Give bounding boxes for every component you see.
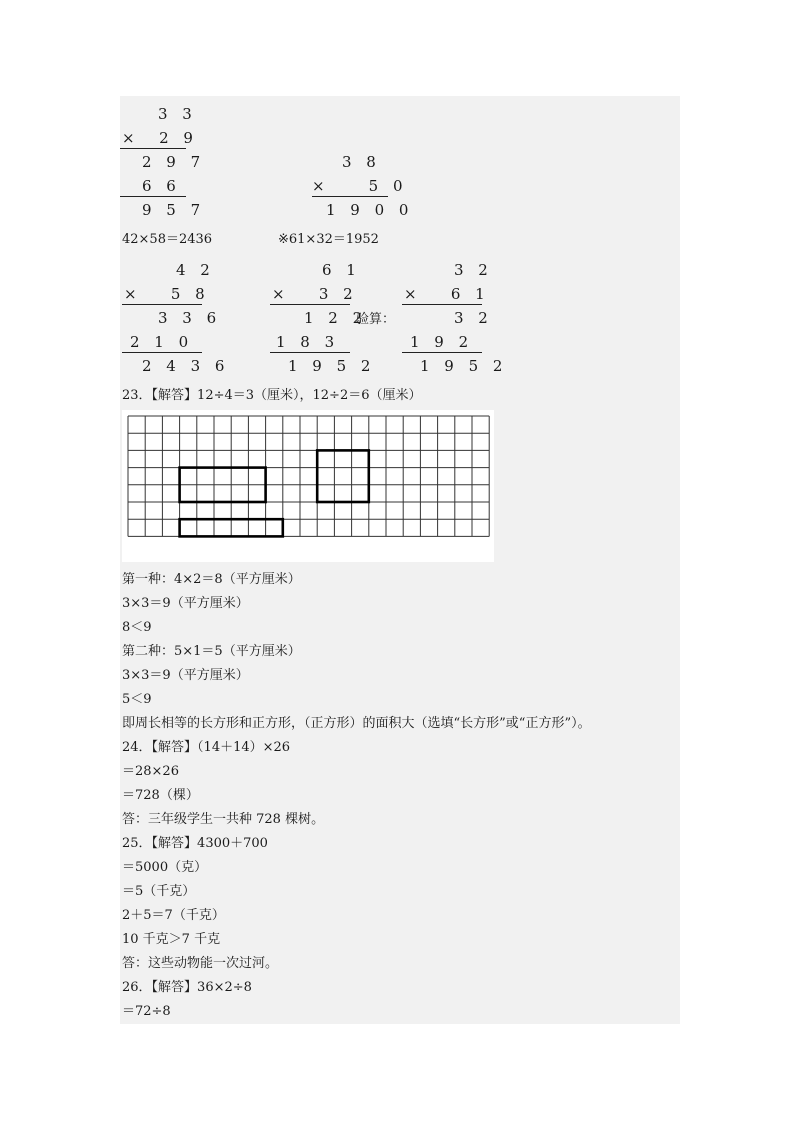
calc-result: 1 9 5 2 [420, 357, 508, 375]
text-line: 3×3＝9（平方厘米） [122, 668, 249, 683]
grid-svg [122, 410, 494, 562]
calc-multiplier: × 6 1 [404, 285, 490, 303]
calc-partial-1: 3 2 [454, 309, 493, 327]
check-label: 验算： [356, 312, 396, 327]
square-grid-figure [122, 410, 494, 562]
calc-result: 9 5 7 [142, 201, 206, 219]
answer-23-header: 23．【解答】12÷4＝3（厘米），12÷2＝6（厘米） [122, 388, 422, 403]
answer-25-conclusion: 答：这些动物能一次过河。 [122, 956, 279, 971]
text-line: ＝72÷8 [122, 1004, 171, 1019]
text-line: ＝5（千克） [122, 884, 196, 899]
calc-rule [402, 352, 482, 353]
header-equation-right: ※61×32＝1952 [278, 232, 379, 247]
calc-partial-1: 3 3 6 [158, 309, 222, 327]
conclusion-23: 即周长相等的长方形和正方形，（正方形）的面积大（选填“长方形”或“正方形”）。 [122, 716, 591, 731]
calc-partial-2: 1 8 3 [276, 333, 340, 351]
text-line: ＝728（棵） [122, 788, 199, 803]
calc-result: 2 4 3 6 [142, 357, 230, 375]
calc-result: 1 9 0 0 [326, 201, 414, 219]
text-line: 10 千克＞7 千克 [122, 932, 221, 947]
calc-rule [270, 352, 350, 353]
calc-multiplier: × 3 2 [272, 285, 358, 303]
calc-multiplier: × 5 8 [124, 285, 210, 303]
answer-25-header: 25．【解答】4300＋700 [122, 836, 268, 851]
text-line: 第二种：5×1＝5（平方厘米） [122, 644, 301, 659]
calc-result: 1 9 5 2 [288, 357, 376, 375]
calc-multiplier: × 2 9 [122, 129, 198, 147]
calc-rule [270, 304, 350, 305]
calc-multiplicand: 6 1 [322, 261, 361, 279]
text-line: ＝5000（克） [122, 860, 208, 875]
text-line: 8＜9 [122, 620, 152, 635]
calc-multiplicand: 4 2 [176, 261, 215, 279]
answer-24-conclusion: 答：三年级学生一共种 728 棵树。 [122, 812, 325, 827]
calc-multiplicand: 3 2 [454, 261, 493, 279]
calc-partial-2: 2 1 0 [130, 333, 194, 351]
header-equation-left: 42×58＝2436 [122, 232, 213, 247]
calc-partial-1: 1 2 2 [304, 309, 368, 327]
square-3x3 [317, 450, 369, 502]
text-line: 5＜9 [122, 692, 152, 707]
calc-rule [122, 304, 202, 305]
text-line: 2＋5＝7（千克） [122, 908, 225, 923]
calc-partial-2: 6 6 [142, 177, 181, 195]
answer-24-header: 24．【解答】（14＋14）×26 [122, 740, 291, 755]
calc-multiplicand: 3 8 [342, 153, 381, 171]
calc-rule [120, 196, 186, 197]
document-page [120, 96, 680, 1024]
answer-26-header: 26．【解答】36×2÷8 [122, 980, 252, 995]
calc-rule [120, 148, 186, 149]
calc-rule [402, 304, 482, 305]
calc-multiplier: × 5 0 [312, 177, 408, 195]
text-line: 第一种：4×2＝8（平方厘米） [122, 572, 301, 587]
calc-partial-2: 1 9 2 [410, 333, 474, 351]
calc-rule [122, 352, 202, 353]
text-line: ＝28×26 [122, 764, 179, 779]
calc-partial-1: 2 9 7 [142, 153, 206, 171]
calc-multiplicand: 3 3 [158, 105, 197, 123]
calc-rule [312, 196, 388, 197]
text-line: 3×3＝9（平方厘米） [122, 596, 249, 611]
